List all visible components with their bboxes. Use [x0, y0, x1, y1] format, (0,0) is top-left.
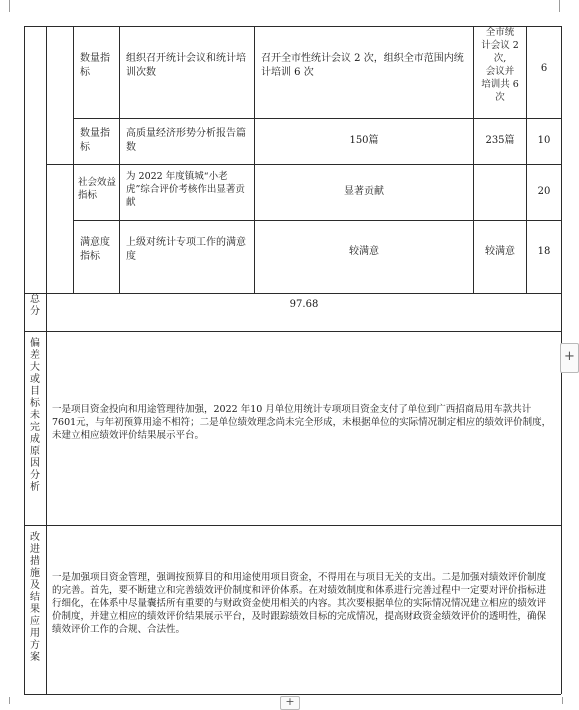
deviation-analysis-label: 偏 差 大 或 目 标 未 完 成 原 因 分 析 [30, 338, 40, 493]
deviation-analysis-text: 一是项目资金投向和用途管理待加强，2022 年10 月单位用统计专项项目资金支付了单位到广西招商局用车款共计 7601元，与年初预算用途不相符；二是单位绩效理念尚未完全形成，未根据单位的实际情况制定相应的绩效评价制度，未建立相应绩效评价结果展示平台。 [52, 404, 552, 441]
actual-value-cell [475, 26, 525, 104]
score-cell: 20 [537, 186, 551, 197]
score-cell: 6 [540, 63, 548, 74]
indicator-name-cell: 上级对统计专项工作的满意度 [126, 237, 246, 262]
target-value-cell: 150篇 [349, 135, 379, 146]
actual-value-cell: 较满意 [485, 246, 515, 257]
indicator-name-cell: 为 2022 年度镇城“小老虎”综合评价考核作出显著贡献 [126, 171, 245, 208]
actual-value-line: 次 [495, 92, 505, 103]
improvement-plan-label: 改 进 措 施 及 结 果 应 用 方 案 [30, 532, 40, 663]
score-cell: 10 [537, 135, 551, 146]
table-row-line [24, 331, 561, 332]
indicator-type-cell: 社会效益指标 [78, 177, 117, 201]
table-row-line [73, 118, 561, 119]
target-value-cell: 显著贡献 [344, 186, 384, 197]
actual-value-line: 计会议 2 [481, 40, 519, 51]
target-value-cell: 召开全市性统计会议 2 次，组织全市范围内统计培训 6 次 [261, 53, 464, 78]
add-row-button[interactable]: + [280, 696, 300, 710]
table-row-line [24, 293, 561, 294]
target-value-cell: 较满意 [349, 246, 379, 257]
total-score-label: 总 分 [30, 294, 40, 317]
actual-value-cell: 235篇 [485, 135, 515, 146]
indicator-type-cell: 数量指标 [80, 128, 110, 153]
add-column-button[interactable]: + [560, 343, 579, 373]
table-row-line [24, 525, 561, 526]
indicator-name-cell: 高质量经济形势分析报告篇数 [126, 128, 246, 153]
score-cell: 18 [537, 246, 551, 257]
actual-value-line: 全市统 [485, 27, 515, 38]
page-margin-mark-bottom-left [9, 697, 10, 704]
page-margin-mark-top-right [559, 0, 560, 12]
indicator-type-cell: 数量指标 [80, 53, 110, 78]
page-margin-mark-bottom-right [562, 697, 563, 704]
improvement-plan-text: 一是加强项目资金管理，强调按预算目的和用途使用项目资金，不得用在与项目无关的支出。二是加强对绩效评价制度的完善。首先，要不断建立和完善绩效评价制度和评价体系。在对绩效制度和体系进行完善过程中一定要对评价指标进行细化，在体系中尽量囊括所有重要的与财政资金使用相关的内容。其次要根据单位的实际情况情况建立相应的绩效评价制度，并建立相应的绩效评价结果展示平台，及时跟踪绩效目标的完成情况，提高财政资金绩效评价的透明性，确保绩效评价工作的合规、合法性。 [52, 572, 547, 635]
indicator-type-cell: 满意度指标 [80, 237, 110, 262]
total-score-value: 97.68 [289, 299, 319, 310]
table-row-line [73, 220, 561, 221]
table-col-line [73, 26, 74, 293]
table-row-line [46, 164, 561, 165]
table-col-line [119, 26, 120, 293]
page-margin-mark-top-left [9, 0, 10, 12]
actual-value-line: 次, [493, 53, 507, 64]
table-col-line [46, 26, 47, 694]
table-border-left [24, 26, 25, 694]
actual-value-line: 会议并 [485, 66, 515, 77]
indicator-name-cell: 组织召开统计会议和统计培训次数 [126, 53, 246, 78]
actual-value-line: 培训共 6 [481, 79, 519, 90]
